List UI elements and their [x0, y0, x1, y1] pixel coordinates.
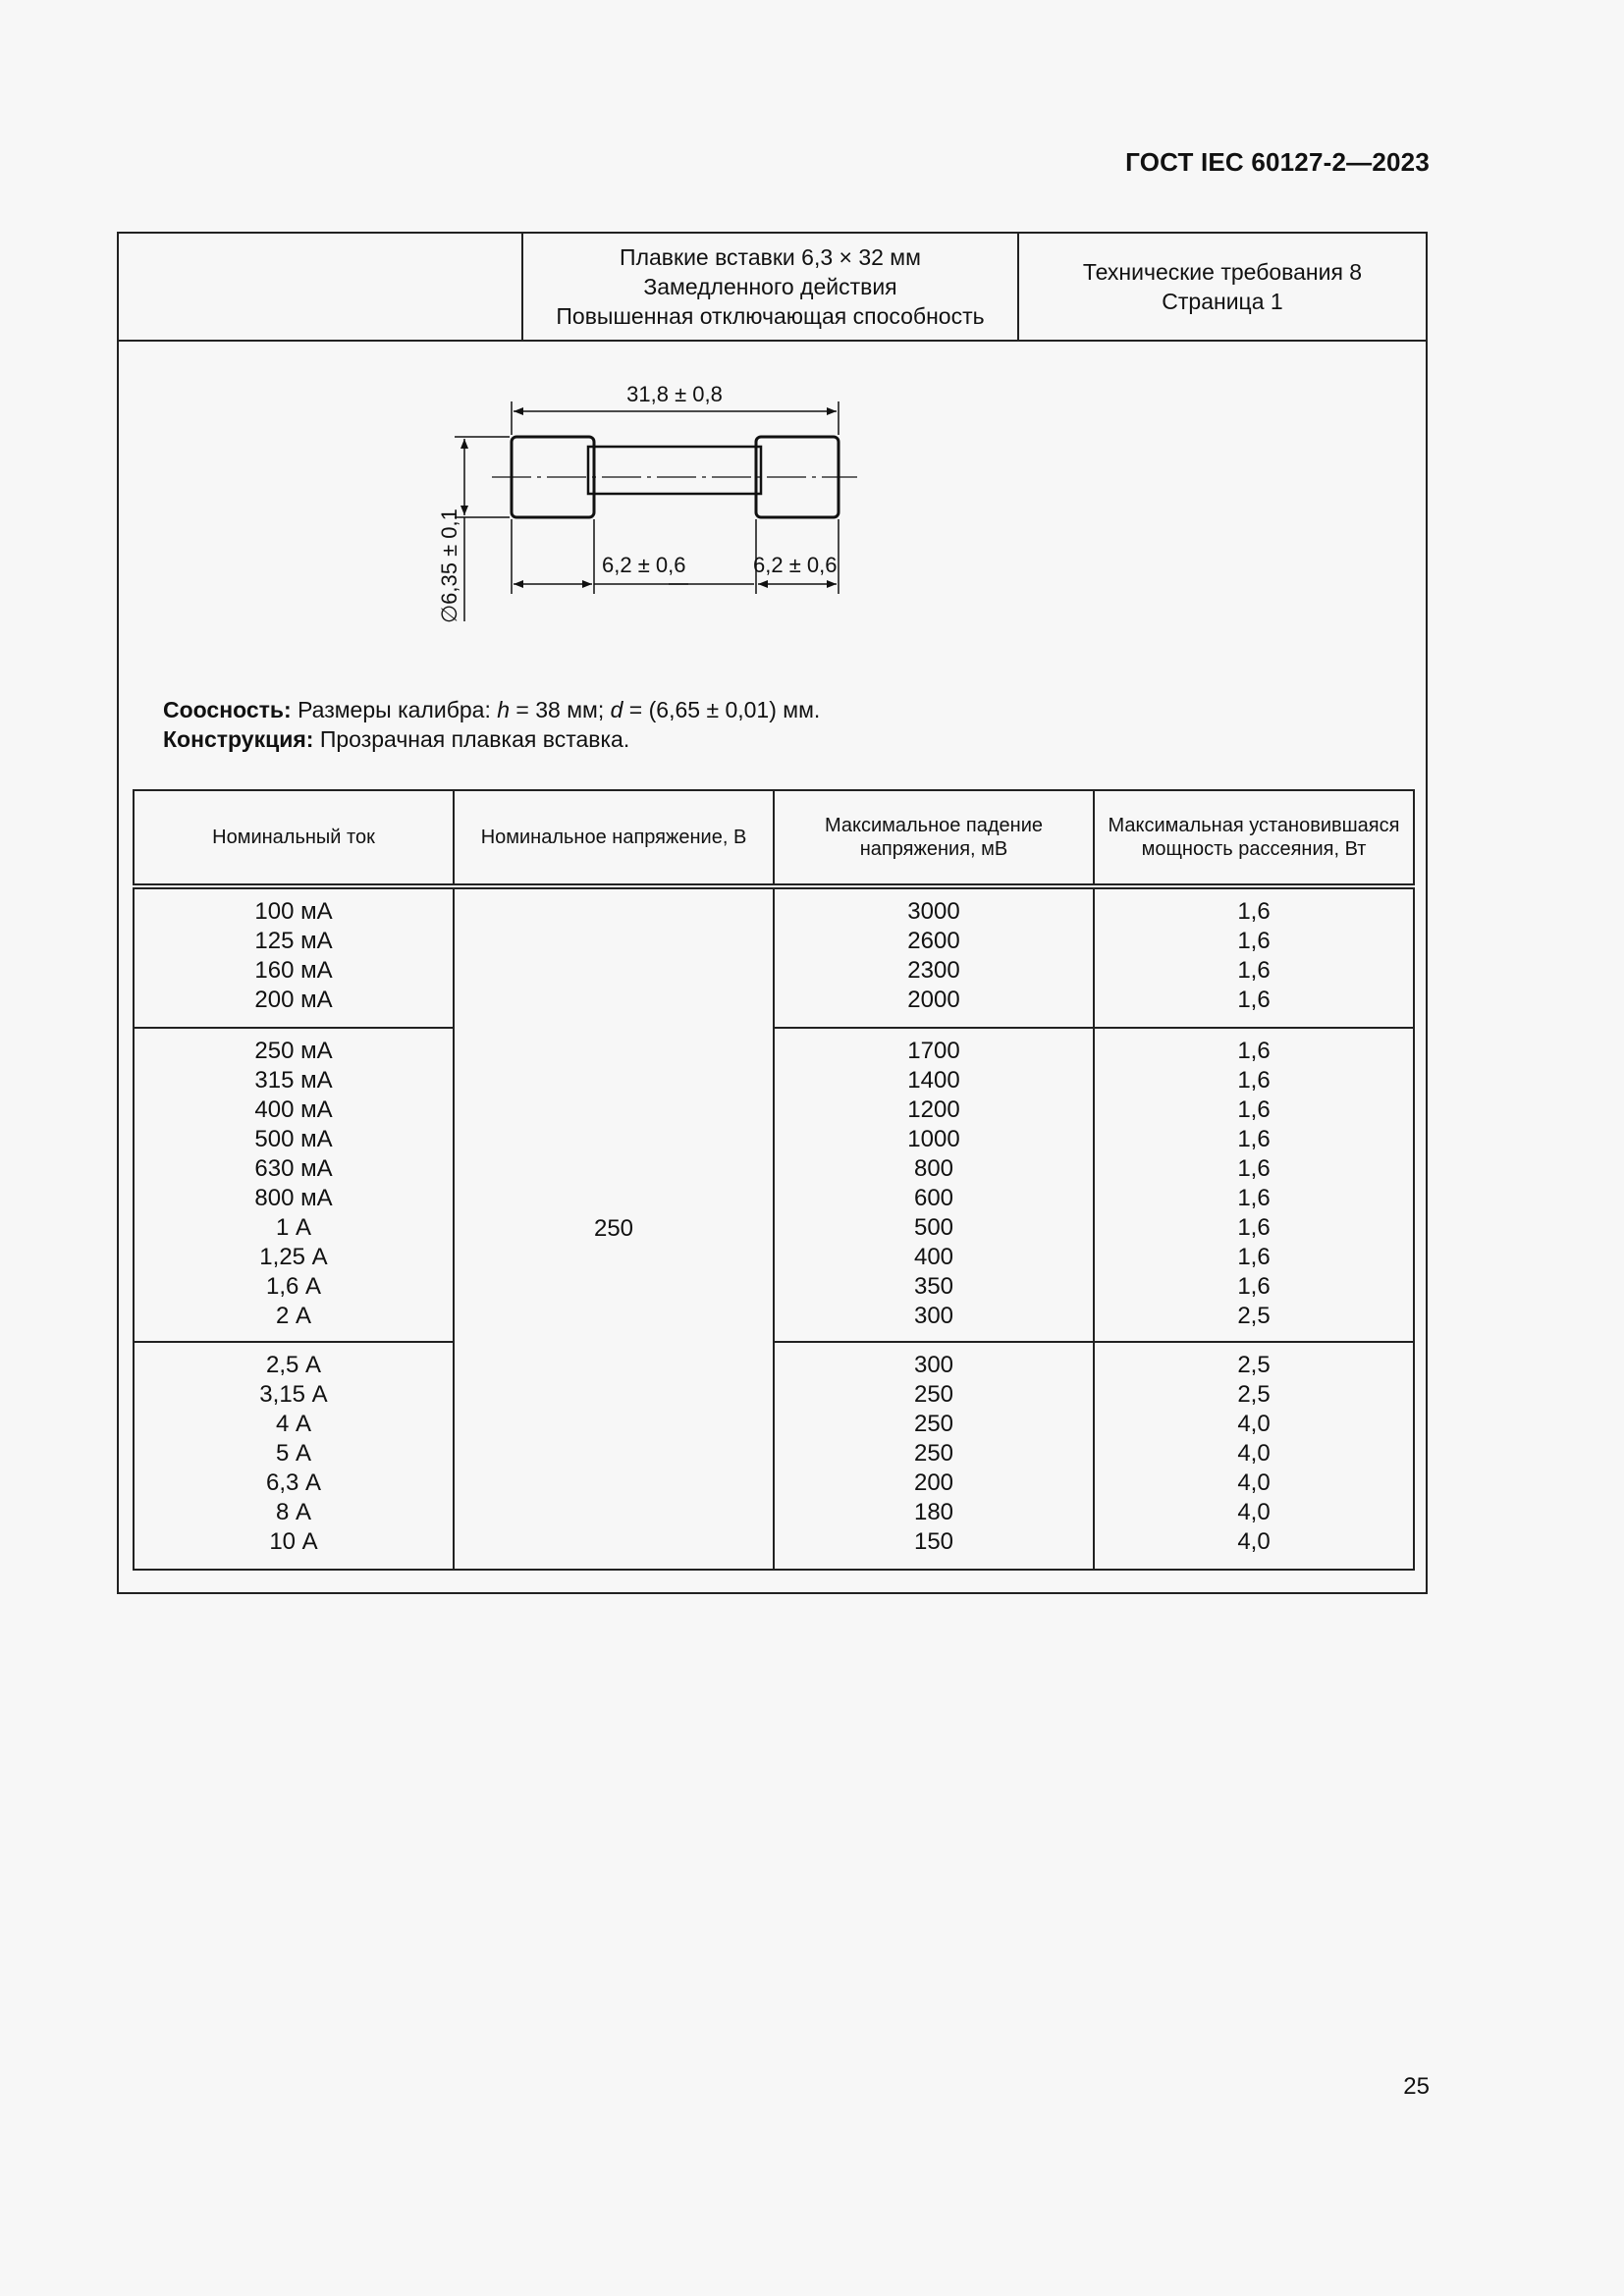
column-header: Номинальный ток [134, 790, 454, 886]
reference-line: Страница 1 [1162, 289, 1283, 314]
cap-left-dimension: 6,2 ± 0,6 [602, 553, 686, 577]
column-header: Максимальная установившаяся мощность рассеяния, Вт [1094, 790, 1414, 886]
length-dimension: 31,8 ± 0,8 [626, 382, 723, 406]
specification-sheet [117, 232, 1428, 1594]
table-row [134, 1028, 1414, 1342]
document-code: ГОСТ IEC 60127-2—2023 [1125, 147, 1430, 177]
title-line: Повышенная отключающая способность [556, 303, 985, 329]
ratings-table [133, 789, 1415, 1571]
table-row [134, 1342, 1414, 1570]
reference-line: Технические требования 8 [1082, 259, 1363, 285]
current-cell: 250 мА 315 мА 400 мА 500 мА 630 мА 800 мА 1 А 1,25 А 1,6 А 2 А [134, 1028, 454, 1342]
title-line: Замедленного действия [643, 274, 897, 299]
table-header-row [134, 790, 1414, 886]
power-cell: 1,6 1,6 1,6 1,6 [1094, 886, 1414, 1028]
fuse-tube [588, 447, 761, 494]
voltage-cell: 250 [454, 886, 774, 1570]
power-cell: 2,5 2,5 4,0 4,0 4,0 4,0 4,0 [1094, 1342, 1414, 1570]
page-number: 25 [1403, 2073, 1430, 2100]
column-header: Максимальное падение напряжения, мВ [774, 790, 1094, 886]
sheet-header [119, 234, 1426, 342]
title-line: Плавкие вставки 6,3 × 32 мм [620, 244, 921, 270]
alignment-note: Соосность: Размеры калибра: h = 38 мм; d = (6,65 ± 0,01) мм. [163, 697, 821, 722]
notes [163, 695, 820, 754]
cap-right-dimension: 6,2 ± 0,6 [753, 553, 838, 577]
diameter-dimension: ∅6,35 ± 0,1 [437, 508, 461, 623]
voltage-drop-cell: 1700 1400 1200 1000 800 600 500 400 350 300 [774, 1028, 1094, 1342]
voltage-drop-cell: 3000 2600 2300 2000 [774, 886, 1094, 1028]
sheet-title [523, 234, 1019, 340]
current-cell: 100 мА 125 мА 160 мА 200 мА [134, 886, 454, 1028]
fuse-drawing [437, 366, 1160, 641]
current-cell: 2,5 А 3,15 А 4 А 5 А 6,3 А 8 А 10 А [134, 1342, 454, 1570]
power-cell: 1,6 1,6 1,6 1,6 1,6 1,6 1,6 1,6 1,6 2,5 [1094, 1028, 1414, 1342]
voltage-drop-cell: 300 250 250 250 200 180 150 [774, 1342, 1094, 1570]
table-row [134, 886, 1414, 1028]
header-blank-cell [119, 234, 523, 340]
construction-note: Конструкция: Прозрачная плавкая вставка. [163, 726, 630, 752]
column-header: Номинальное напряжение, В [454, 790, 774, 886]
sheet-reference [1019, 234, 1426, 340]
